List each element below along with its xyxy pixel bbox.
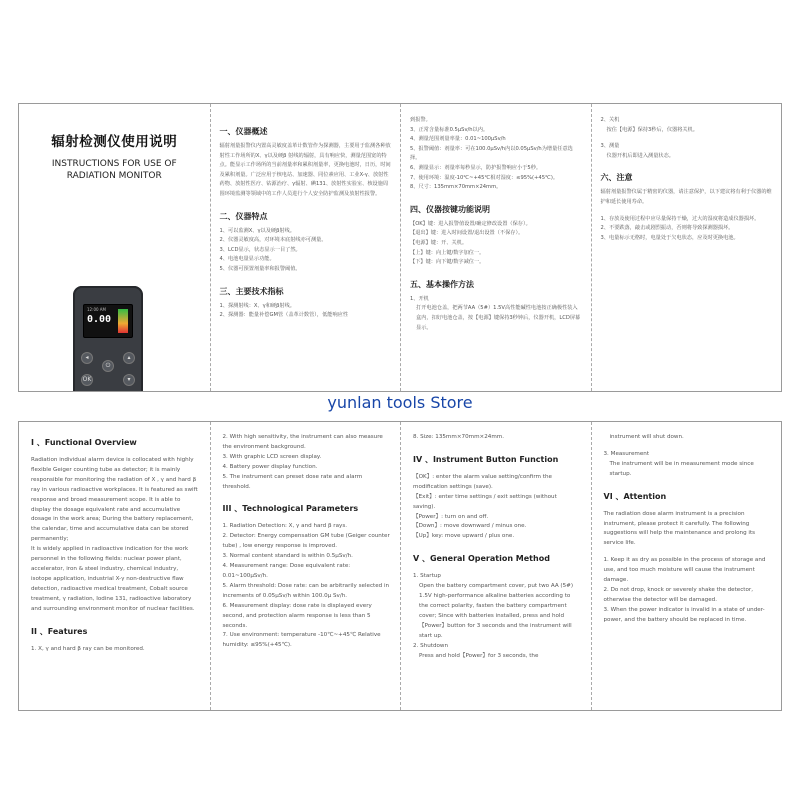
paragraph: 辐射剂量报警仪内置高灵敏度盖革计数管作为探测器，主要用于监测各种放射性工作场所的X、γ以及硬β 射线的辐射，具有响应快，测量范围宽的特点。能显示工作场所的当前剂量率和累积剂量率，更换电池时，日历，时间及累积剂量。广泛应用于核电站、加速器、同位素应用、工业X-γ、放射性药物、放射性医疗、钴源治疗、γ辐射、碘131、放射性实验室、核设施周围环境监测等领域中的工作人员进行个人安全防护监测及放射性报警。: [219, 143, 391, 197]
section-heading: 五、基本操作方法: [410, 279, 474, 289]
list-item: 【OK】键：进入报警值设置/确定修改设置（保存）。: [410, 220, 531, 227]
list-item: 2. Do not drop, knock or severely shake the detector, otherwise the detector will be damaged.: [603, 586, 753, 603]
section-heading: V 、General Operation Method: [413, 554, 550, 564]
cn-column-2: [210, 104, 401, 391]
list-item: 3. With graphic LCD screen display.: [222, 453, 322, 460]
list-item: 4、测量范围剂量率量：0.01~100μSv/h: [410, 136, 506, 143]
device-reading: 0.00: [87, 314, 112, 325]
list-item: 4. Battery power display function.: [222, 463, 318, 470]
list-item: 2、仪器灵敏度高，对环境本底射线亦可测量。: [219, 237, 327, 244]
list-item: 2、探测器：能量补偿GM管（盖革计数管），低能响应性: [219, 312, 349, 319]
list-item: Open the battery compartment cover, put two AA (5#) 1.5V high-performance alkaline batteries according to the correct polarity, fasten the battery compartment cover; Since with batteries installed, press and hold【Power】button for 3 seconds and the instrument will start up.: [419, 583, 574, 639]
list-item: 7. Use environment: temperature -10℃~+45℃ Relative humidity: ≤95%(+45℃).: [222, 632, 381, 649]
device-illustration: [73, 286, 143, 391]
section-heading: VI 、Attention: [603, 491, 667, 501]
list-item: 【OK】: enter the alarm value setting/confirm the modification settings (save).: [413, 473, 552, 490]
list-item: 1. Keep it as dry as possible in the process of storage and use, and too much moisture will cause the instrument damage.: [603, 557, 766, 584]
list-item: 3、LCD显示，状态显示一目了然。: [219, 246, 301, 253]
list-item: 1、存放及使用过程中应尽量保持干燥，过大的湿度将造成仪器损坏。: [600, 215, 760, 222]
store-watermark: yunlan tools Store: [327, 393, 473, 412]
en-column-2: [210, 422, 401, 710]
section-heading: IV 、Instrument Button Function: [413, 454, 559, 464]
cn-column-4: [591, 104, 782, 391]
list-item: 到报警。: [410, 117, 431, 123]
english-manual-sheet: [18, 421, 782, 711]
section-heading: II 、Features: [31, 626, 88, 636]
cover-column: [19, 104, 210, 391]
list-item: 【Up】key: move upward / plus one.: [413, 533, 515, 540]
list-item: 1. Radiation Detection: X, γ and hard β rays.: [222, 523, 348, 530]
section-heading: 二、仪器特点: [219, 211, 268, 221]
list-item: 3、测量: [600, 143, 620, 150]
list-item: 1. Startup: [413, 573, 441, 580]
device-left-button: ◂: [81, 352, 93, 364]
list-item: 6、测量显示：剂量率每秒显示，防护报警响应小于5秒。: [410, 164, 542, 171]
list-item: 7、使用环境：温度-10℃~+45℃相对湿度：≤95%(+45℃)。: [410, 174, 559, 181]
paragraph: Radiation individual alarm device is collocated with highly flexible Geiger counting tube as detector; it is mainly responsible for monitoring the radiation of X , γ and hard β ray in various radioactive workplaces. It is featured as swift response and broad measurement scope. It is able to display the dosage equivalent rate and accumulative dosage in the work area; During the battery replacement, the calendar, time and accumulative data can be stored permanently;: [31, 457, 198, 543]
device-up-button: ▴: [123, 352, 135, 364]
list-item: 【Power】: turn on and off.: [413, 513, 489, 520]
section-heading: 六、注意: [600, 173, 633, 183]
list-item: 4. Measurement range: Dose equivalent rate: 0.01~100μSv/h.: [222, 563, 351, 579]
list-item: 5、报警阈值：剂量率：可在100.0μSv/h内以0.05μSv/h为增量任意选择。: [410, 145, 573, 162]
list-item: 2. Detector: Energy compensation GM tube (Geiger counter tube) , low energy response is improved.: [222, 533, 390, 550]
list-item: 8. Size: 135mm×70mm×24mm.: [413, 434, 505, 440]
list-item: 5、仪器可预置剂量率和报警阈值。: [219, 265, 301, 272]
list-item: 按住【电源】保持3秒后，仪器将关机。: [606, 126, 698, 133]
section-heading: I 、Functional Overview: [31, 438, 137, 447]
cover-title-en: INSTRUCTIONS FOR USE OF RADIATION MONITOR: [51, 159, 177, 181]
section-heading: III 、Technological Parameters: [222, 504, 359, 514]
list-item: 【下】键：向下键/数字减位一。: [410, 259, 485, 266]
list-item: 2、不要跌落，敲击或剧烈振动，否则将导致探测器损坏。: [600, 225, 734, 232]
list-item: 5. Alarm threshold: Dose rate: can be arbitrarily selected in increments of 0.05μSv/h within 100.0μ Sv/h.: [222, 582, 390, 599]
list-item: 1、可以监测X、γ以及硬β射线。: [219, 227, 295, 234]
device-screen: 12:00 AM 0.00: [83, 304, 133, 338]
list-item: instrument will shut down.: [609, 434, 684, 440]
list-item: 2. Shutdown: [413, 642, 449, 649]
cover-title-cn: 辐射检测仪使用说明: [51, 134, 178, 150]
en-column-3: [400, 422, 591, 710]
device-power-button: ⏻: [102, 360, 114, 372]
en-column-1: [19, 422, 210, 710]
list-item: 打开电池仓盖，把两节AA（5#）1.5V高性能碱性电池按正确极性装入盒内，扣好电池仓盖，按【电源】键保持3秒钟后，仪器开机，LCD屏幕显示。: [416, 305, 581, 331]
device-dose-bar: [118, 309, 128, 333]
list-item: 8、尺寸：135mm×70mm×24mm。: [410, 184, 502, 191]
device-down-button: ▾: [123, 374, 135, 386]
list-item: 【Exit】: enter time settings / exit settings (without saving).: [413, 493, 557, 510]
paragraph: It is widely applied in radioactive indication for the work personnel in the following fields: nuclear power plant, accelerator, iron & steel industry, chemical industry, isotope application, industrial X-γ non-destructive flaw detection, radioactive medical treatment, Cobalt source treatment, γ radiation, Iodine 131, radioactive laboratory and surrounding environment monitor of nuclear facilities.: [31, 546, 195, 612]
list-item: The instrument will be in measurement mode since startup.: [609, 460, 754, 477]
list-item: 2. With high sensitivity, the instrument can also measure the environment background.: [222, 434, 383, 450]
list-item: 【电源】键：开、关机。: [410, 239, 468, 246]
list-item: 3、正常含量标准0.5μSv/h以内。: [410, 126, 489, 133]
en-column-4: [591, 422, 782, 710]
cn-column-3: [400, 104, 591, 391]
list-item: 【退出】键：进入时间设置/退出设置（不保存）。: [410, 230, 524, 237]
chinese-manual-sheet: [18, 103, 782, 392]
list-item: 1、开机: [410, 295, 429, 302]
paragraph: 辐射剂量报警仪属于精密的仪器，请注意保护，以下建议将有利于仪器的维护和延长使用寿命。: [600, 189, 772, 205]
device-ok-button: OK: [81, 374, 93, 386]
list-item: 3. Normal content standard is within 0.5μSv/h.: [222, 553, 353, 560]
section-heading: 三、主要技术指标: [219, 286, 284, 296]
list-item: 6. Measurement display: dose rate is displayed every second, and protection alarm response is less than 5 seconds.: [222, 602, 372, 629]
list-item: 仪器开机后即进入测量状态。: [606, 152, 674, 159]
section-heading: 四、仪器按键功能说明: [410, 204, 490, 214]
list-item: 5. The instrument can preset dose rate and alarm threshold.: [222, 473, 363, 490]
list-item: Press and hold【Power】for 3 seconds, the: [419, 652, 539, 659]
list-item: 1. X, γ and hard β ray can be monitored.: [31, 645, 145, 652]
list-item: 【Down】: move downward / minus one.: [413, 523, 527, 530]
list-item: 【上】键：向上键/数字加位一。: [410, 249, 485, 256]
list-item: 3、电量标示无格时，电量处于欠电状态，应及时更换电池。: [600, 234, 739, 241]
list-item: 3. When the power indicator is invalid in a state of under-power, and the battery should be replaced in time.: [603, 606, 765, 623]
list-item: 3. Measurement: [603, 450, 650, 457]
list-item: 2、关机: [600, 117, 620, 123]
list-item: 4、电池电量显示功能。: [219, 256, 275, 263]
paragraph: The radiation dose alarm instrument is a precision instrument, please protect it carefully. The following suggestions will help the maintenance and prolong its service life.: [603, 510, 756, 547]
section-heading: 一、仪器概述: [219, 127, 268, 136]
list-item: 1、探测射线：X、γ和硬β射线。: [219, 302, 295, 309]
